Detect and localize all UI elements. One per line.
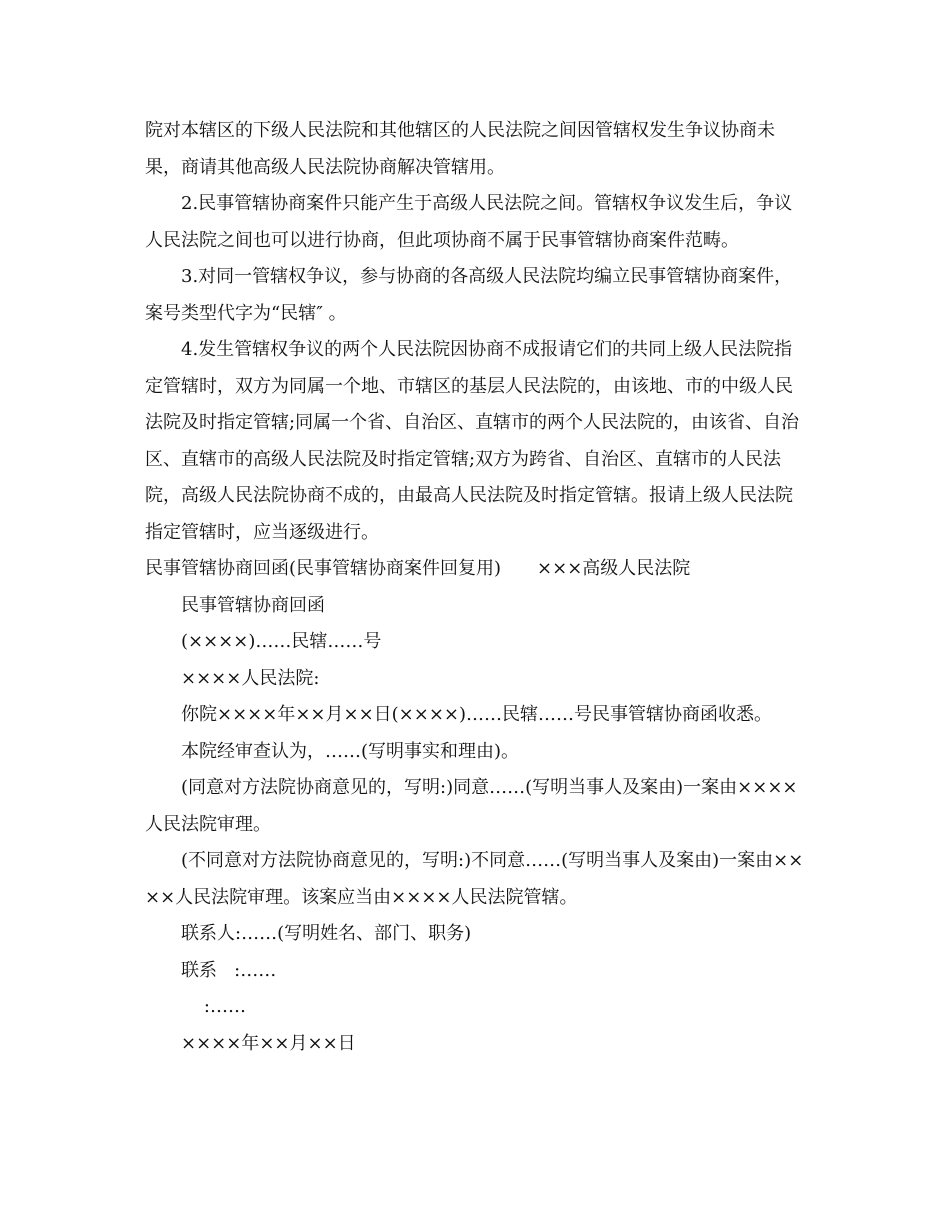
form-review-line: 本院经审查认为，……(写明事实和理由)。 bbox=[181, 740, 520, 762]
form-addressee: ××××人民法院: bbox=[181, 667, 320, 689]
form-heading: 民事管辖协商回函 bbox=[181, 594, 325, 616]
form-agree-line: (同意对方法院协商意见的，写明:)同意……(写明当事人及案由)一案由××××人民法院审理。 bbox=[145, 777, 798, 835]
form-contact-other: :…… bbox=[181, 996, 246, 1017]
paragraph-continuation: 院对本辖区的下级人民法院和其他辖区的人民法院之间因管辖权发生争议协商未果，商请其他高级人民法院协商解决管辖用。 bbox=[145, 120, 775, 178]
form-title-line bbox=[145, 551, 810, 588]
form-contact-person: 联系人:……(写明姓名、部门、职务) bbox=[181, 923, 472, 944]
form-date: ××××年××月××日 bbox=[181, 1032, 356, 1054]
form-case-number: (××××)……民辖……号 bbox=[181, 631, 382, 652]
form-title-right: ×××高级人民法院 bbox=[537, 558, 691, 579]
paragraph-item-3: 3.对同一管辖权争议，参与协商的各高级人民法院均编立民事管辖协商案件，案号类型代字为“民辖″ 。 bbox=[145, 266, 793, 324]
paragraph-item-4: 4.发生管辖权争议的两个人民法院因协商不成报请它们的共同上级人民法院指定管辖时，双方为同属一个地、市辖区的基层人民法院的，由该地、市的中级人民法院及时指定管辖;同属一个省、自治区、直辖市的两个人民法院的，由该省、自治区、直辖市的高级人民法院及时指定管辖;双方为跨省、自治区、直辖市的人民法院，高级人民法院协商不成的，由最高人民法院及时指定管辖。报请上级人民法院指定管辖时，应当逐级进行。 bbox=[145, 339, 800, 543]
form-title-left: 民事管辖协商回函(民事管辖协商案件回复用) bbox=[145, 558, 502, 579]
form-disagree-line: (不同意对方法院协商意见的，写明:)不同意……(写明当事人及案由)一案由××××人民法院审理。该案应当由××××人民法院管辖。 bbox=[145, 850, 804, 908]
paragraph-item-2: 2.民事管辖协商案件只能产生于高级人民法院之间。管辖权争议发生后，争议人民法院之间也可以进行协商，但此项协商不属于民事管辖协商案件范畴。 bbox=[145, 193, 793, 251]
document-body bbox=[145, 113, 810, 1062]
form-contact-phone: 联系 :…… bbox=[181, 959, 277, 981]
form-receipt-line: 你院××××年××月××日(××××)……民辖……号民事管辖协商函收悉。 bbox=[181, 704, 773, 725]
